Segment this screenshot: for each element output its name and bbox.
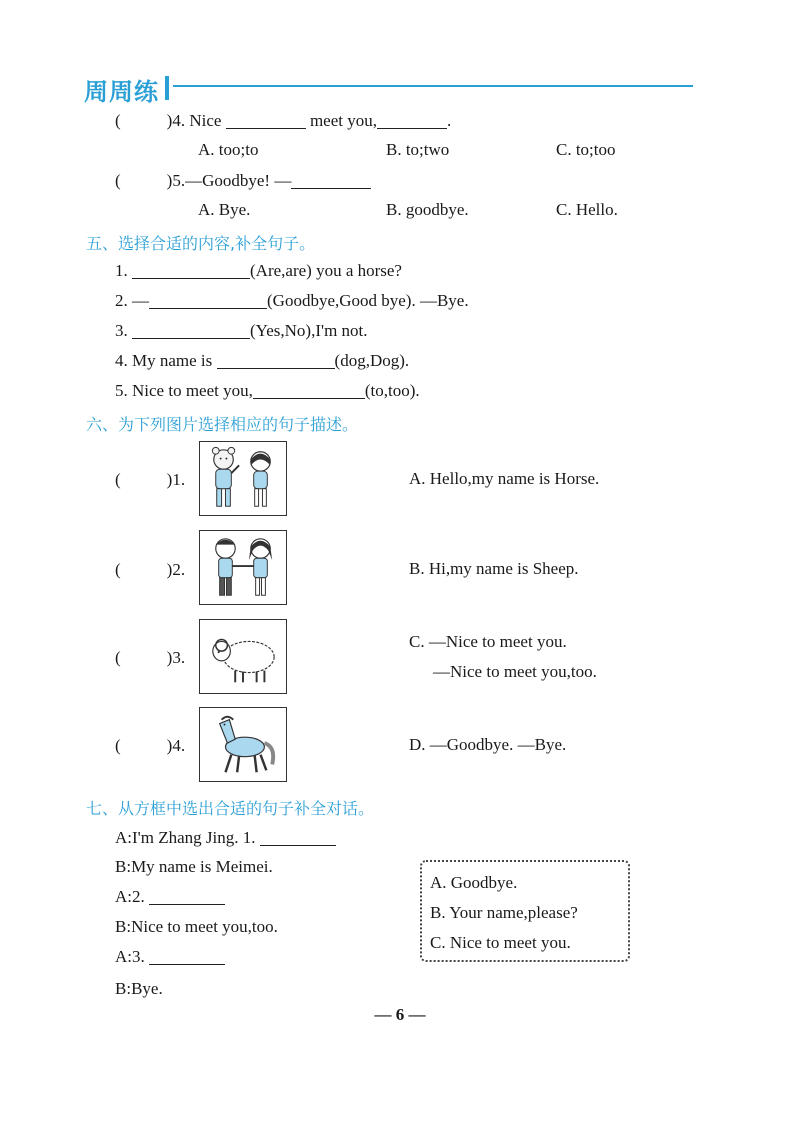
option-a: A. too;to: [198, 140, 259, 159]
fill-item-3: [115, 320, 368, 342]
item-choices: (Goodbye,Good bye).: [267, 291, 416, 310]
fill-blank[interactable]: [217, 368, 335, 369]
answer-option-b: B. Hi,my name is Sheep.: [409, 559, 579, 578]
fill-item-2: [115, 290, 469, 312]
section-5-title: 五、选择合适的内容,补全句子。: [86, 234, 316, 253]
fill-blank[interactable]: [149, 904, 225, 905]
answer-paren-open: (: [115, 470, 121, 489]
box-option-c: C. Nice to meet you.: [430, 933, 571, 952]
header-title: 周周练: [84, 78, 159, 106]
option-c: C. to;too: [556, 140, 616, 159]
fill-blank[interactable]: [291, 188, 371, 189]
answer-paren-open: (: [115, 111, 121, 130]
option-c: C. Hello.: [556, 200, 618, 219]
question-number: 4.: [172, 111, 186, 130]
picture-item-4: [115, 735, 185, 757]
fill-blank[interactable]: [377, 128, 447, 129]
question-text: Nice: [189, 111, 222, 130]
box-option-a: A. Goodbye.: [430, 873, 518, 892]
item-text: .: [415, 381, 420, 400]
answer-paren-close: ): [166, 648, 173, 667]
question-5: [115, 170, 371, 192]
answer-option-a: A. Hello,my name is Horse.: [409, 469, 600, 488]
item-choices: (Yes,No): [250, 321, 312, 340]
item-text: Nice to meet you,: [132, 381, 253, 400]
header-accent-bar: [165, 76, 169, 100]
fill-blank[interactable]: [260, 845, 336, 846]
question-4: [115, 110, 451, 132]
answer-option-d: D. —Goodbye. —Bye.: [409, 735, 567, 754]
question-number: 5.: [172, 171, 186, 190]
answer-paren-open: (: [115, 736, 121, 755]
dialog-text: 3.: [132, 947, 145, 966]
section-6-title: 六、为下列图片选择相应的句子描述。: [86, 415, 359, 434]
dialog-text: I'm Zhang Jing. 1.: [132, 828, 256, 847]
fill-item-1: [115, 260, 402, 282]
speaker: B:: [115, 857, 132, 876]
option-b: B. goodbye.: [386, 200, 469, 219]
item-number: 5.: [115, 381, 128, 400]
options-box: [420, 860, 630, 962]
fill-blank[interactable]: [226, 128, 306, 129]
dialog-line-6: [115, 978, 163, 1000]
question-text: meet you,: [309, 111, 377, 130]
answer-paren-close: ): [166, 111, 173, 130]
picture-bear-and-girl: [199, 441, 287, 516]
item-number: 4.: [115, 351, 128, 370]
dialog-line-5: [115, 946, 225, 968]
item-number: 1.: [115, 261, 128, 280]
speaker: A:: [115, 828, 132, 847]
item-number: 2.: [172, 560, 186, 579]
picture-item-1: [115, 469, 185, 491]
speaker: A:: [115, 947, 132, 966]
kids-shaking-hands-illustration: [200, 531, 286, 604]
item-text: you a horse?: [316, 261, 402, 280]
dialog-line-4: [115, 916, 278, 938]
option-b: B. to;two: [386, 140, 450, 159]
item-choices: (Are,are): [250, 261, 312, 280]
speaker: B:: [115, 979, 132, 998]
item-choices: (dog,Dog): [334, 351, 405, 370]
item-number: 2. —: [115, 291, 149, 310]
item-text: —Bye.: [419, 291, 469, 310]
header-rule: [173, 85, 693, 87]
page-number: — 6 —: [374, 1005, 426, 1024]
picture-horse: [199, 707, 287, 782]
picture-sheep: [199, 619, 287, 694]
answer-paren-open: (: [115, 171, 121, 190]
picture-item-2: [115, 559, 185, 581]
dialog-text: My name is Meimei.: [131, 857, 273, 876]
answer-option-c-line2: —Nice to meet you,too.: [433, 662, 597, 681]
fill-blank[interactable]: [253, 398, 365, 399]
fill-blank[interactable]: [132, 338, 250, 339]
picture-item-3: [115, 647, 185, 669]
item-number: 3.: [115, 321, 128, 340]
answer-option-c-line1: C. —Nice to meet you.: [409, 632, 567, 651]
fill-item-4: [115, 350, 409, 372]
sheep-illustration: [200, 620, 286, 693]
picture-kids-shaking-hands: [199, 530, 287, 605]
question-text: .: [446, 111, 452, 130]
item-text: My name is: [132, 351, 213, 370]
answer-paren-close: ): [166, 736, 173, 755]
fill-item-5: [115, 380, 420, 402]
box-option-b: B. Your name,please?: [430, 903, 578, 922]
question-text: —Goodbye! —: [185, 171, 292, 190]
dialog-line-3: [115, 886, 225, 908]
dialog-line-2: [115, 856, 273, 878]
dialog-text: Bye.: [131, 979, 163, 998]
answer-paren-open: (: [115, 648, 121, 667]
bear-and-girl-illustration: [200, 442, 286, 515]
item-text: .: [404, 351, 410, 370]
item-text: ,I'm not.: [311, 321, 368, 340]
option-a: A. Bye.: [198, 200, 251, 219]
dialog-line-1: [115, 827, 336, 849]
item-choices: (to,too): [364, 381, 416, 400]
answer-paren-close: ): [166, 560, 173, 579]
fill-blank[interactable]: [149, 964, 225, 965]
speaker: A:: [115, 887, 132, 906]
fill-blank[interactable]: [149, 308, 267, 309]
item-number: 4.: [172, 736, 186, 755]
section-7-title: 七、从方框中选出合适的句子补全对话。: [86, 799, 375, 818]
answer-paren-close: ): [166, 470, 173, 489]
item-number: 1.: [172, 470, 186, 489]
horse-illustration: [200, 708, 286, 781]
answer-paren-close: ): [166, 171, 173, 190]
fill-blank[interactable]: [132, 278, 250, 279]
answer-paren-open: (: [115, 560, 121, 579]
item-number: 3.: [172, 648, 186, 667]
speaker: B:: [115, 917, 132, 936]
dialog-text: Nice to meet you,too.: [131, 917, 278, 936]
dialog-text: 2.: [132, 887, 145, 906]
